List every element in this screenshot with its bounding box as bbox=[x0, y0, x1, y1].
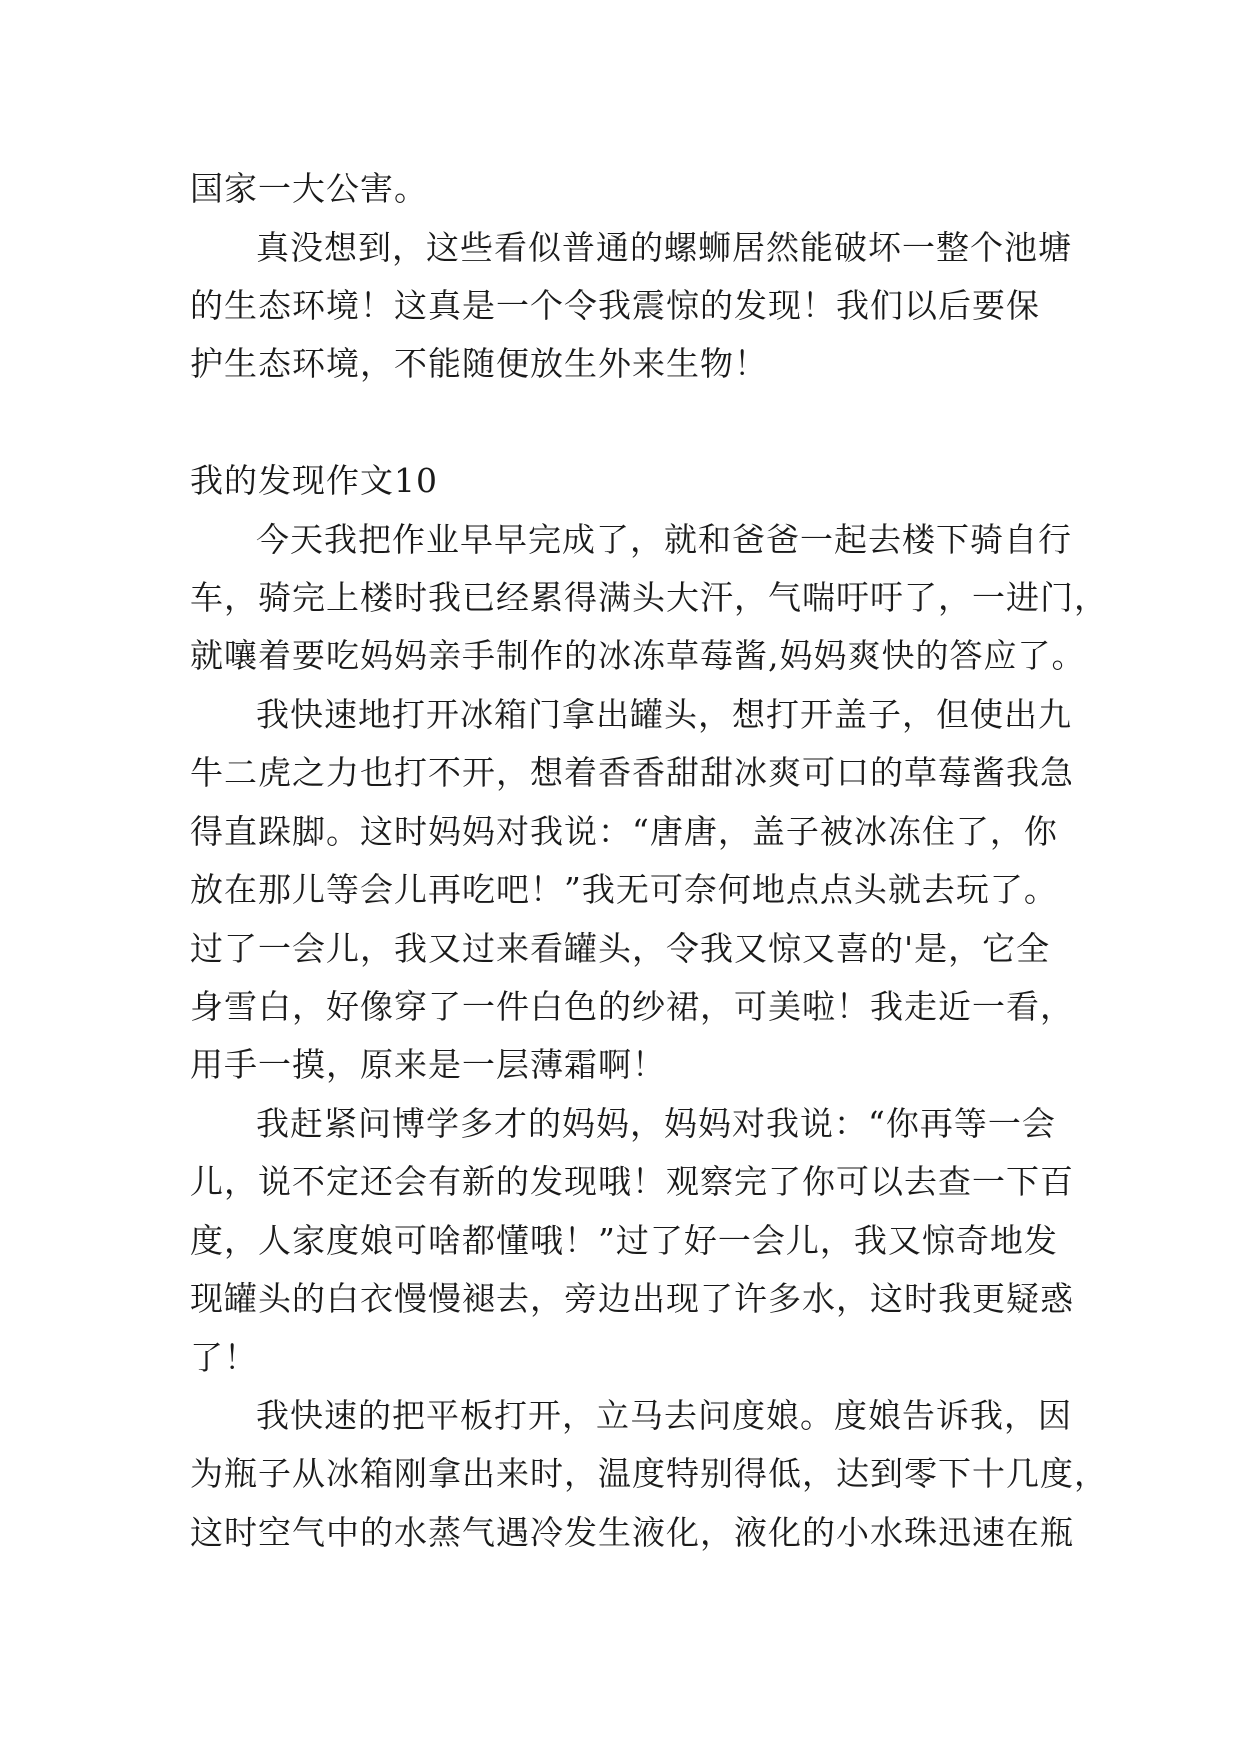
text-line: 现罐头的白衣慢慢褪去，旁边出现了许多水，这时我更疑惑 bbox=[190, 1279, 1074, 1318]
text-line: 儿，说不定还会有新的发现哦！观察完了你可以去查一下百 bbox=[190, 1162, 1074, 1201]
text-line: 护生态环境，不能随便放生外来生物！ bbox=[190, 344, 768, 383]
text-line: 车，骑完上楼时我已经累得满头大汗，气喘吁吁了，一进门， bbox=[190, 578, 1108, 617]
text-line: 用手一摸，原来是一层薄霜啊！ bbox=[190, 1045, 666, 1084]
text-line: 的生态环境！这真是一个令我震惊的发现！我们以后要保 bbox=[190, 286, 1040, 325]
text-line: 国家一大公害。 bbox=[190, 169, 428, 208]
text-line: 放在那儿等会儿再吃吧！”我无可奈何地点点头就去玩了。 bbox=[190, 870, 1058, 909]
text-line: 我快速的把平板打开，立马去问度娘。度娘告诉我，因 bbox=[256, 1396, 1072, 1435]
text-line: 了！ bbox=[190, 1338, 258, 1377]
section-heading: 我的发现作文10 bbox=[190, 461, 438, 500]
text-line: 今天我把作业早早完成了，就和爸爸一起去楼下骑自行 bbox=[256, 520, 1072, 559]
text-line: 我赶紧问博学多才的妈妈，妈妈对我说：“你再等一会 bbox=[256, 1104, 1056, 1143]
text-line: 这时空气中的水蒸气遇冷发生液化，液化的小水珠迅速在瓶 bbox=[190, 1513, 1074, 1552]
text-line: 我快速地打开冰箱门拿出罐头，想打开盖子，但使出九 bbox=[256, 695, 1072, 734]
text-line: 真没想到，这些看似普通的螺蛳居然能破坏一整个池塘 bbox=[256, 228, 1072, 267]
text-line: 牛二虎之力也打不开，想着香香甜甜冰爽可口的草莓酱我急 bbox=[190, 753, 1074, 792]
text-line: 身雪白，好像穿了一件白色的纱裙，可美啦！我走近一看， bbox=[190, 987, 1074, 1026]
text-line: 过了一会儿，我又过来看罐头，令我又惊又喜的'是，它全 bbox=[190, 929, 1051, 968]
text-line: 得直跺脚。这时妈妈对我说：“唐唐，盖子被冰冻住了，你 bbox=[190, 812, 1058, 851]
text-line: 度，人家度娘可啥都懂哦！”过了好一会儿，我又惊奇地发 bbox=[190, 1221, 1058, 1260]
text-line: 为瓶子从冰箱刚拿出来时，温度特别得低，达到零下十几度， bbox=[190, 1454, 1108, 1493]
text-line: 就嚷着要吃妈妈亲手制作的冰冻草莓酱,妈妈爽快的答应了。 bbox=[190, 636, 1086, 675]
